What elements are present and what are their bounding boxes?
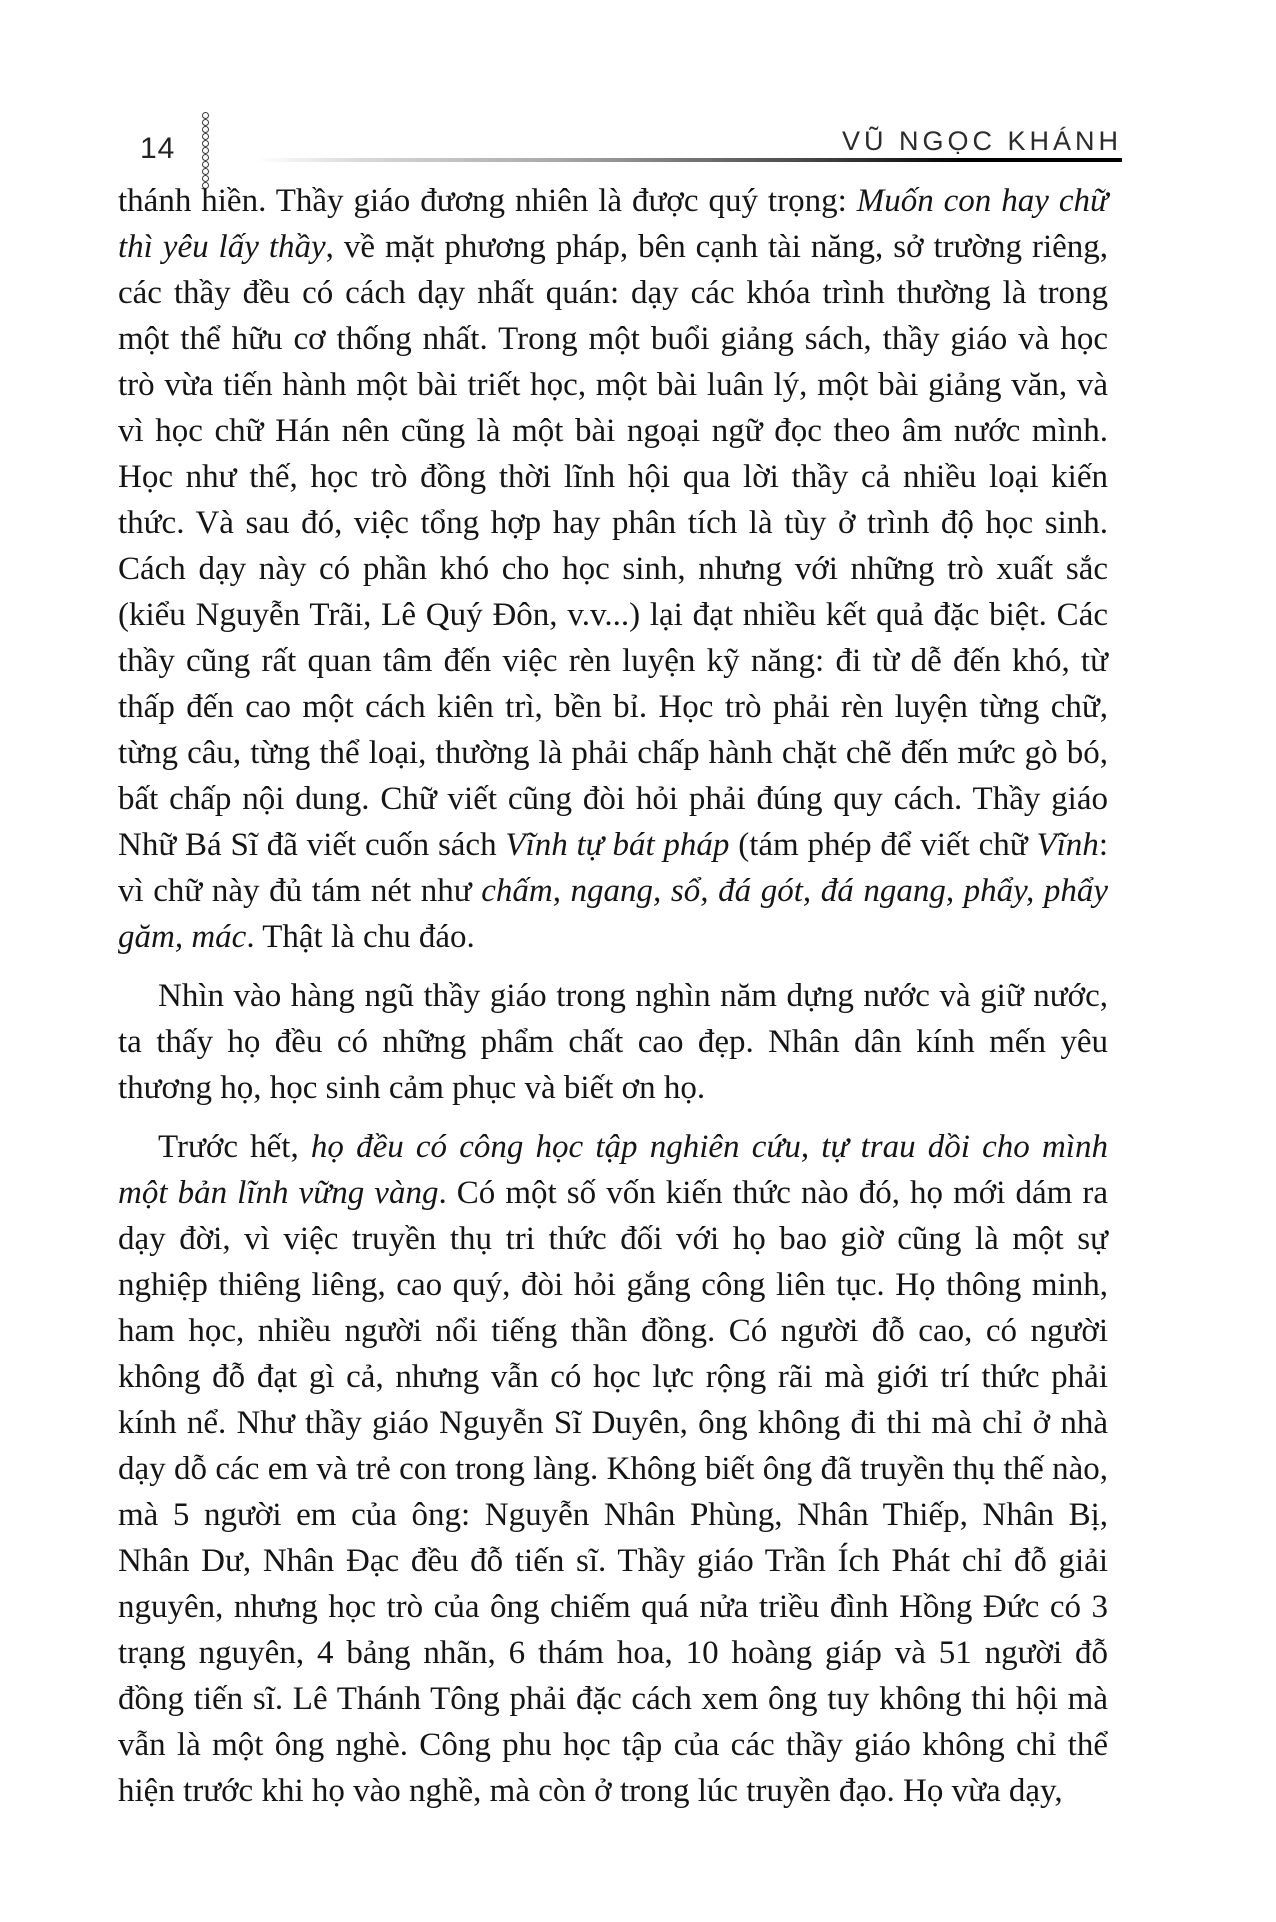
text-segment: : vì chữ này đủ tám nét như [118,827,1108,909]
header-rule [257,158,1122,162]
italic-text-segment: chấm, ngang, sổ, đá gót, đá ngang, phẩy, phẩy găm, mác [118,873,1108,955]
paragraph [118,973,1108,1111]
chain-bead [202,112,209,119]
chain-bead [202,133,209,140]
text-segment: Nhìn vào hàng ngũ thầy giáo trong nghìn năm dựng nước và giữ nước, ta thấy họ đều có những phẩm chất cao đẹp. Nhân dân kính mến yêu thương họ, học sinh cảm phục và biết ơn họ. [118,978,1108,1106]
page-number: 14 [140,132,176,165]
paragraph [118,1124,1108,1814]
text-segment: Trước hết, [158,1129,311,1165]
chain-bead [202,147,209,154]
chain-bead [202,140,209,147]
chain-bead [202,119,209,126]
italic-text-segment: Muốn con hay chữ thì yêu lấy thầy [118,183,1108,265]
chain-bead [202,154,209,161]
text-segment: thánh hiền. Thầy giáo đương nhiên là được quý trọng: [118,183,857,219]
body-paragraphs [118,178,1108,1814]
chain-bead [202,161,209,168]
text-segment: , về mặt phương pháp, bên cạnh tài năng, sở trường riêng, các thầy đều có cách dạy nhất quán: dạy các khóa trình thường là trong một thể hữu cơ thống nhất. Trong một buổi giảng sách, thầy giáo và học trò vừa tiến hành một bài triết học, một bài luân lý, một bài giảng văn, và vì học chữ Hán nên cũng là một bài ngoại ngữ đọc theo âm nước mình. Học như thế, học trò đồng thời lĩnh hội qua lời thầy cả nhiều loại kiến thức. Và sau đó, việc tổng hợp hay phân tích là tùy ở trình độ học sinh. Cách dạy này có phần khó cho học sinh, nhưng với những trò xuất sắc (kiểu Nguyễn Trãi, Lê Quý Đôn, v.v...) lại đạt nhiều kết quả đặc biệt. Các thầy cũng rất quan tâm đến việc rèn luyện kỹ năng: đi từ dễ đến khó, từ thấp đến cao một cách kiên trì, bền bỉ. Học trò phải rèn luyện từng chữ, từng câu, từng thể loại, thường là phải chấp hành chặt chẽ đến mức gò bó, bất chấp nội dung. Chữ viết cũng đòi hỏi phải đúng quy cách. Thầy giáo Nhữ Bá Sĩ đã viết cuốn sách [118,229,1109,863]
italic-text-segment: Vĩnh tự bát pháp [505,827,730,863]
page-body [118,178,1108,1827]
chain-bead [202,168,209,175]
chain-bead [202,126,209,133]
paragraph [118,178,1108,960]
italic-text-segment: Vĩnh [1036,827,1099,863]
italic-text-segment: họ đều có công học tập nghiên cứu, tự trau dồi cho mình một bản lĩnh vững vàng [118,1129,1108,1211]
text-segment: . Thật là chu đáo. [246,919,475,955]
text-segment: (tám phép để viết chữ [729,827,1037,863]
text-segment: . Có một số vốn kiến thức nào đó, họ mới dám ra dạy đời, vì việc truyền thụ tri thức đối với họ bao giờ cũng là một sự nghiệp thiêng liêng, cao quý, đòi hỏi gắng công liên tục. Họ thông minh, ham học, nhiều người nổi tiếng thần đồng. Có người đỗ cao, có người không đỗ đạt gì cả, nhưng vẫn có học lực rộng rãi mà giới trí thức phải kính nể. Như thầy giáo Nguyễn Sĩ Duyên, ông không đi thi mà chỉ ở nhà dạy dỗ các em và trẻ con trong làng. Không biết ông đã truyền thụ thế nào, mà 5 người em của ông: Nguyễn Nhân Phùng, Nhân Thiếp, Nhân Bị, Nhân Dư, Nhân Đạc đều đỗ tiến sĩ. Thầy giáo Trần Ích Phát chỉ đỗ giải nguyên, nhưng học trò của ông chiếm quá nửa triều đình Hồng Đức có 3 trạng nguyên, 4 bảng nhãn, 6 thám hoa, 10 hoàng giáp và 51 người đỗ đồng tiến sĩ. Lê Thánh Tông phải đặc cách xem ông tuy không thi hội mà vẫn là một ông nghè. Công phu học tập của các thầy giáo không chỉ thể hiện trước khi họ vào nghề, mà còn ở trong lúc truyền đạo. Họ vừa dạy, [118,1175,1108,1809]
running-header-title: VŨ NGỌC KHÁNH [841,126,1122,156]
